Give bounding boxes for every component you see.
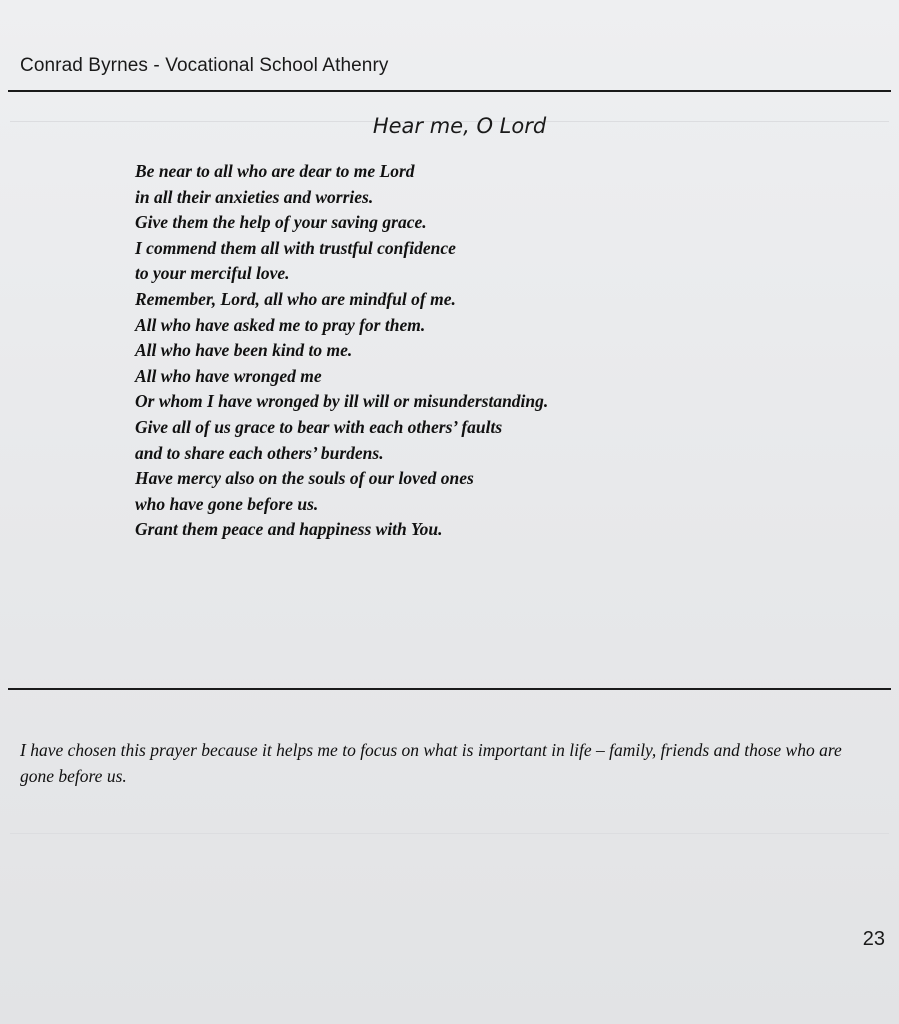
poem-title: Hear me, O Lord [372, 114, 547, 138]
poem-line: and to share each others’ burdens. [135, 442, 384, 463]
poem-line: Give all of us grace to bear with each others’ faults [135, 416, 503, 437]
poem-line: All who have wronged me [135, 365, 322, 386]
poem-line: All who have asked me to pray for them. [135, 314, 426, 335]
poem-line: Grant them peace and happiness with You. [135, 519, 443, 540]
poem-line: Be near to all who are dear to me Lord [135, 161, 415, 181]
poem-line: I commend them all with trustful confidence [135, 237, 456, 258]
poem-line: All who have been kind to me. [135, 340, 353, 361]
section-divider [8, 688, 891, 690]
poem-line: to your merciful love. [135, 263, 290, 284]
poem-line: in all their anxieties and worries. [135, 186, 374, 207]
poem-line: Have mercy also on the souls of our loved ones [135, 468, 474, 489]
poem-line: who have gone before us. [135, 493, 319, 514]
header-divider [8, 90, 891, 92]
bleed-through-line [10, 833, 889, 834]
poem-line: Or whom I have wronged by ill will or misunderstanding. [135, 391, 549, 412]
page-number: 23 [862, 928, 885, 950]
reason-paragraph: I have chosen this prayer because it helps me to focus on what is important in life – family, friends and those who are gone before us. [20, 739, 842, 786]
poem-line: Give them the help of your saving grace. [135, 212, 427, 233]
poem-line: Remember, Lord, all who are mindful of me. [135, 288, 456, 309]
poem-body [135, 159, 548, 543]
header-title: Conrad Byrnes - Vocational School Athenry [20, 55, 389, 76]
